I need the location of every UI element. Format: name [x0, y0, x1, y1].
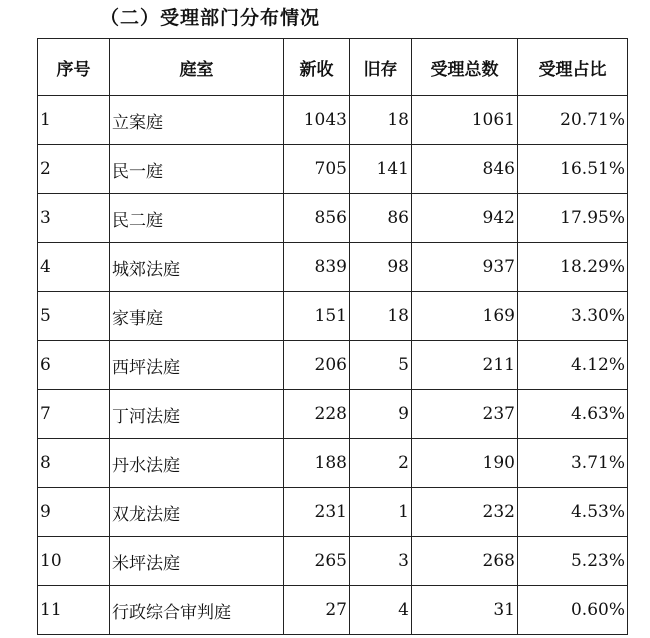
cell-carried-over: 98 — [350, 243, 412, 292]
section-title: （二）受理部门分布情况 — [100, 7, 321, 29]
cell-total-accepted: 268 — [412, 537, 518, 586]
cell-serial: 5 — [38, 292, 110, 341]
cell-serial: 6 — [38, 341, 110, 390]
table-row — [38, 488, 628, 537]
cell-serial: 11 — [38, 586, 110, 635]
cell-acceptance-ratio: 5.23% — [518, 537, 628, 586]
cell-acceptance-ratio: 4.63% — [518, 390, 628, 439]
table-row — [38, 390, 628, 439]
cell-carried-over: 5 — [350, 341, 412, 390]
cell-total-accepted: 942 — [412, 194, 518, 243]
cell-acceptance-ratio: 16.51% — [518, 145, 628, 194]
cell-serial: 7 — [38, 390, 110, 439]
cell-acceptance-ratio: 3.71% — [518, 439, 628, 488]
cell-total-accepted: 937 — [412, 243, 518, 292]
table-row — [38, 341, 628, 390]
cell-department: 民一庭 — [110, 145, 284, 194]
cell-serial: 3 — [38, 194, 110, 243]
cell-new-cases: 151 — [284, 292, 350, 341]
cell-acceptance-ratio: 3.30% — [518, 292, 628, 341]
header-serial: 序号 — [38, 39, 110, 96]
cell-new-cases: 1043 — [284, 96, 350, 145]
cell-department: 双龙法庭 — [110, 488, 284, 537]
cell-department: 家事庭 — [110, 292, 284, 341]
header-row — [38, 39, 628, 96]
cell-department: 城郊法庭 — [110, 243, 284, 292]
cell-new-cases: 188 — [284, 439, 350, 488]
cell-acceptance-ratio: 17.95% — [518, 194, 628, 243]
cell-total-accepted: 846 — [412, 145, 518, 194]
header-total-accepted: 受理总数 — [412, 39, 518, 96]
cell-serial: 8 — [38, 439, 110, 488]
cell-new-cases: 839 — [284, 243, 350, 292]
cell-department: 立案庭 — [110, 96, 284, 145]
cell-serial: 9 — [38, 488, 110, 537]
cell-carried-over: 9 — [350, 390, 412, 439]
cell-carried-over: 18 — [350, 292, 412, 341]
cell-department: 行政综合审判庭 — [110, 586, 284, 635]
cell-total-accepted: 169 — [412, 292, 518, 341]
cell-acceptance-ratio: 4.53% — [518, 488, 628, 537]
cell-carried-over: 2 — [350, 439, 412, 488]
cell-department: 米坪法庭 — [110, 537, 284, 586]
cell-carried-over: 141 — [350, 145, 412, 194]
table-row — [38, 145, 628, 194]
cell-serial: 1 — [38, 96, 110, 145]
table-row — [38, 439, 628, 488]
cell-carried-over: 4 — [350, 586, 412, 635]
cell-department: 民二庭 — [110, 194, 284, 243]
cell-total-accepted: 211 — [412, 341, 518, 390]
cell-serial: 2 — [38, 145, 110, 194]
cell-new-cases: 265 — [284, 537, 350, 586]
cell-new-cases: 705 — [284, 145, 350, 194]
cell-department: 丁河法庭 — [110, 390, 284, 439]
header-new-cases: 新收 — [284, 39, 350, 96]
cell-serial: 10 — [38, 537, 110, 586]
cell-new-cases: 856 — [284, 194, 350, 243]
header-department: 庭室 — [110, 39, 284, 96]
cell-carried-over: 86 — [350, 194, 412, 243]
cell-total-accepted: 1061 — [412, 96, 518, 145]
header-acceptance-ratio: 受理占比 — [518, 39, 628, 96]
cell-new-cases: 228 — [284, 390, 350, 439]
cell-carried-over: 3 — [350, 537, 412, 586]
cell-acceptance-ratio: 18.29% — [518, 243, 628, 292]
cell-serial: 4 — [38, 243, 110, 292]
cell-acceptance-ratio: 0.60% — [518, 586, 628, 635]
table-row — [38, 586, 628, 635]
header-carried-over: 旧存 — [350, 39, 412, 96]
table-row — [38, 537, 628, 586]
cell-new-cases: 27 — [284, 586, 350, 635]
cell-total-accepted: 190 — [412, 439, 518, 488]
table-row — [38, 292, 628, 341]
cell-total-accepted: 237 — [412, 390, 518, 439]
cell-carried-over: 18 — [350, 96, 412, 145]
cell-new-cases: 231 — [284, 488, 350, 537]
table-row — [38, 194, 628, 243]
department-distribution-table — [37, 38, 628, 635]
cell-acceptance-ratio: 4.12% — [518, 341, 628, 390]
cell-carried-over: 1 — [350, 488, 412, 537]
cell-total-accepted: 31 — [412, 586, 518, 635]
cell-department: 丹水法庭 — [110, 439, 284, 488]
cell-acceptance-ratio: 20.71% — [518, 96, 628, 145]
cell-new-cases: 206 — [284, 341, 350, 390]
table-row — [38, 96, 628, 145]
table-row — [38, 243, 628, 292]
cell-total-accepted: 232 — [412, 488, 518, 537]
cell-department: 西坪法庭 — [110, 341, 284, 390]
